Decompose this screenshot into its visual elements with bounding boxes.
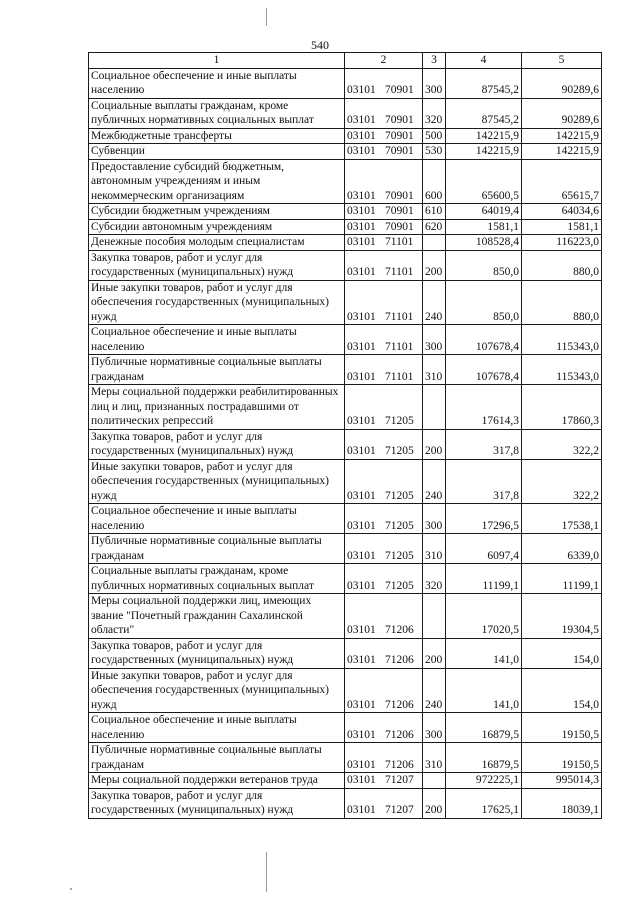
table-row (89, 459, 602, 504)
row-expense-type: 600 (423, 159, 446, 204)
row-name: Закупка товаров, работ и услуг для государственных (муниципальных) нужд (89, 429, 345, 459)
row-name: Субсидии бюджетным учреждениям (89, 204, 345, 220)
row-amount-col4: 107678,4 (446, 355, 522, 385)
row-amount-col5: 17860,3 (522, 385, 602, 430)
row-code (345, 459, 423, 504)
row-expense-type: 200 (423, 638, 446, 668)
row-amount-col5: 19150,5 (522, 743, 602, 773)
row-expense-type: 300 (423, 325, 446, 355)
table-row (89, 355, 602, 385)
table-row (89, 385, 602, 430)
fold-mark-top (266, 8, 267, 26)
table-row (89, 128, 602, 144)
row-expense-type (423, 235, 446, 251)
row-code-section: 03101 (347, 129, 376, 142)
row-amount-col5: 115343,0 (522, 355, 602, 385)
row-code-target: 71205 (385, 445, 414, 457)
table-row (89, 534, 602, 564)
row-amount-col4: 64019,4 (446, 204, 522, 220)
row-code (345, 128, 423, 144)
row-code-target: 70901 (385, 145, 414, 157)
row-amount-col4: 108528,4 (446, 235, 522, 251)
row-code-target: 71206 (385, 758, 414, 771)
row-amount-col5: 6339,0 (522, 534, 602, 564)
row-expense-type: 620 (423, 219, 446, 235)
row-expense-type: 240 (423, 459, 446, 504)
row-expense-type (423, 385, 446, 430)
row-amount-col4: 142215,9 (446, 144, 522, 160)
table-row (89, 159, 602, 204)
row-code-target: 70901 (385, 114, 414, 126)
row-name: Субвенции (89, 144, 345, 160)
row-expense-type: 300 (423, 713, 446, 743)
row-amount-col4: 107678,4 (446, 325, 522, 355)
row-code (345, 204, 423, 220)
row-amount-col4: 850,0 (446, 250, 522, 280)
row-code-target: 71207 (385, 774, 414, 786)
row-name: Публичные нормативные социальные выплаты гражданам (89, 534, 345, 564)
row-expense-type: 320 (423, 564, 446, 594)
row-amount-col5: 142215,9 (522, 128, 602, 144)
row-amount-col4: 6097,4 (446, 534, 522, 564)
row-code (345, 385, 423, 430)
row-amount-col5: 115343,0 (522, 325, 602, 355)
row-expense-type: 200 (423, 429, 446, 459)
scan-speck (70, 888, 72, 890)
header-col-2: 2 (345, 53, 423, 69)
row-code (345, 98, 423, 128)
row-amount-col4: 141,0 (446, 668, 522, 713)
header-col-1: 1 (89, 53, 345, 69)
row-code-target: 71101 (385, 236, 414, 248)
row-amount-col4: 16879,5 (446, 743, 522, 773)
row-code (345, 773, 423, 789)
row-name: Иные закупки товаров, работ и услуг для обеспечения государственных (муниципальных) нужд (89, 459, 345, 504)
row-amount-col5: 65615,7 (522, 159, 602, 204)
row-amount-col4: 17296,5 (446, 504, 522, 534)
table-row (89, 98, 602, 128)
row-amount-col5: 11199,1 (522, 564, 602, 594)
table-row (89, 219, 602, 235)
row-name: Социальное обеспечение и иные выплаты населению (89, 325, 345, 355)
table-row (89, 713, 602, 743)
header-col-5: 5 (522, 53, 602, 69)
row-name: Социальные выплаты гражданам, кроме публичных нормативных социальных выплат (89, 98, 345, 128)
row-code-section: 03101 (347, 236, 376, 248)
row-amount-col5: 90289,6 (522, 68, 602, 98)
row-expense-type: 530 (423, 144, 446, 160)
row-code (345, 250, 423, 280)
row-expense-type (423, 594, 446, 639)
budget-table (88, 52, 602, 819)
row-code (345, 788, 423, 818)
row-name: Публичные нормативные социальные выплаты гражданам (89, 743, 345, 773)
row-code (345, 743, 423, 773)
row-code (345, 159, 423, 204)
row-amount-col5: 142215,9 (522, 144, 602, 160)
row-amount-col4: 141,0 (446, 638, 522, 668)
table-row (89, 235, 602, 251)
row-expense-type: 300 (423, 68, 446, 98)
row-name: Денежные пособия молодым специалистам (89, 235, 345, 251)
row-expense-type: 500 (423, 128, 446, 144)
row-code-section: 03101 (347, 579, 376, 592)
row-code-target: 71206 (385, 698, 414, 711)
row-code (345, 355, 423, 385)
row-code (345, 144, 423, 160)
fold-mark-bottom (266, 852, 267, 892)
row-code-target: 71205 (385, 489, 414, 502)
row-amount-col4: 17020,5 (446, 594, 522, 639)
row-name: Меры социальной поддержки ветеранов труда (89, 773, 345, 789)
row-code (345, 68, 423, 98)
table-row (89, 204, 602, 220)
table-row (89, 594, 602, 639)
row-code-target: 71205 (385, 549, 414, 562)
row-name: Меры социальной поддержки реабилитированных лиц и лиц, признанных пострадавшими от политических репрессий (89, 385, 345, 430)
row-code-section: 03101 (347, 519, 376, 532)
row-name: Субсидии автономным учреждениям (89, 219, 345, 235)
table-row (89, 788, 602, 818)
row-amount-col5: 17538,1 (522, 504, 602, 534)
row-amount-col5: 322,2 (522, 459, 602, 504)
row-code-section: 03101 (347, 370, 376, 383)
row-code-section: 03101 (347, 758, 376, 771)
row-code (345, 534, 423, 564)
table-row (89, 144, 602, 160)
row-code-target: 71205 (385, 415, 414, 427)
row-code-section: 03101 (347, 189, 376, 202)
header-col-3: 3 (423, 53, 446, 69)
table-row (89, 250, 602, 280)
row-code-section: 03101 (347, 310, 376, 323)
row-amount-col4: 87545,2 (446, 68, 522, 98)
row-code-section: 03101 (347, 445, 376, 457)
row-amount-col5: 64034,6 (522, 204, 602, 220)
row-code-target: 71206 (385, 654, 414, 666)
row-code-target: 70901 (385, 129, 414, 142)
row-code (345, 564, 423, 594)
row-amount-col4: 87545,2 (446, 98, 522, 128)
row-expense-type: 240 (423, 280, 446, 325)
row-code-target: 71205 (385, 579, 414, 592)
row-amount-col4: 1581,1 (446, 219, 522, 235)
row-code-section: 03101 (347, 415, 376, 427)
row-code-section: 03101 (347, 549, 376, 562)
row-name: Социальное обеспечение и иные выплаты населению (89, 68, 345, 98)
row-code-section: 03101 (347, 624, 376, 636)
row-code-section: 03101 (347, 774, 376, 786)
row-name: Иные закупки товаров, работ и услуг для обеспечения государственных (муниципальных) нужд (89, 280, 345, 325)
row-code (345, 219, 423, 235)
row-expense-type (423, 773, 446, 789)
row-name: Закупка товаров, работ и услуг для государственных (муниципальных) нужд (89, 638, 345, 668)
row-amount-col5: 154,0 (522, 668, 602, 713)
row-expense-type: 300 (423, 504, 446, 534)
row-name: Публичные нормативные социальные выплаты гражданам (89, 355, 345, 385)
row-code (345, 504, 423, 534)
row-amount-col4: 17625,1 (446, 788, 522, 818)
row-amount-col5: 995014,3 (522, 773, 602, 789)
row-amount-col5: 880,0 (522, 250, 602, 280)
table-row (89, 504, 602, 534)
row-code (345, 594, 423, 639)
row-amount-col4: 65600,5 (446, 159, 522, 204)
row-code-section: 03101 (347, 804, 376, 816)
row-name: Социальное обеспечение и иные выплаты населению (89, 504, 345, 534)
row-amount-col5: 322,2 (522, 429, 602, 459)
table-row (89, 325, 602, 355)
row-code-section: 03101 (347, 220, 376, 233)
table-row (89, 638, 602, 668)
row-code-target: 71101 (385, 370, 414, 383)
row-amount-col5: 18039,1 (522, 788, 602, 818)
row-code (345, 713, 423, 743)
row-amount-col5: 19150,5 (522, 713, 602, 743)
row-name: Социальное обеспечение и иные выплаты населению (89, 713, 345, 743)
row-expense-type: 310 (423, 534, 446, 564)
row-code-section: 03101 (347, 728, 376, 741)
row-amount-col4: 972225,1 (446, 773, 522, 789)
row-expense-type: 200 (423, 788, 446, 818)
row-name: Межбюджетные трансферты (89, 128, 345, 144)
row-amount-col4: 11199,1 (446, 564, 522, 594)
row-name: Иные закупки товаров, работ и услуг для обеспечения государственных (муниципальных) нужд (89, 668, 345, 713)
row-amount-col4: 17614,3 (446, 385, 522, 430)
row-code (345, 638, 423, 668)
row-code-section: 03101 (347, 84, 376, 96)
row-code-section: 03101 (347, 340, 376, 353)
row-name: Закупка товаров, работ и услуг для государственных (муниципальных) нужд (89, 788, 345, 818)
row-code (345, 429, 423, 459)
table-row (89, 773, 602, 789)
row-name: Меры социальной поддержки лиц, имеющих звание "Почетный гражданин Сахалинской области" (89, 594, 345, 639)
row-code-target: 71206 (385, 728, 414, 741)
page-number: 540 (311, 38, 329, 52)
row-code-target: 70901 (385, 84, 414, 96)
row-amount-col4: 317,8 (446, 429, 522, 459)
table-body (89, 68, 602, 818)
row-code (345, 235, 423, 251)
table-row (89, 668, 602, 713)
row-amount-col5: 880,0 (522, 280, 602, 325)
row-code-target: 70901 (385, 220, 414, 233)
row-expense-type: 320 (423, 98, 446, 128)
table-row (89, 564, 602, 594)
row-amount-col4: 317,8 (446, 459, 522, 504)
row-expense-type: 240 (423, 668, 446, 713)
table-row (89, 743, 602, 773)
row-code-target: 71101 (385, 310, 414, 323)
row-code-target: 71207 (385, 804, 414, 816)
table-row (89, 280, 602, 325)
row-expense-type: 310 (423, 355, 446, 385)
row-amount-col4: 850,0 (446, 280, 522, 325)
row-code-section: 03101 (347, 205, 376, 217)
row-code-target: 71101 (385, 266, 414, 278)
row-expense-type: 200 (423, 250, 446, 280)
row-code-section: 03101 (347, 654, 376, 666)
row-expense-type: 310 (423, 743, 446, 773)
row-code (345, 668, 423, 713)
row-code-section: 03101 (347, 489, 376, 502)
row-amount-col5: 19304,5 (522, 594, 602, 639)
table-row (89, 429, 602, 459)
row-code-target: 71206 (385, 624, 414, 636)
row-code-section: 03101 (347, 698, 376, 711)
row-amount-col5: 1581,1 (522, 219, 602, 235)
row-amount-col4: 16879,5 (446, 713, 522, 743)
row-code (345, 280, 423, 325)
table-row (89, 68, 602, 98)
row-code-target: 70901 (385, 189, 414, 202)
header-col-4: 4 (446, 53, 522, 69)
row-code (345, 325, 423, 355)
row-code-target: 71101 (385, 340, 414, 353)
row-amount-col5: 90289,6 (522, 98, 602, 128)
row-expense-type: 610 (423, 204, 446, 220)
table-header-row (89, 53, 602, 69)
row-amount-col5: 154,0 (522, 638, 602, 668)
row-name: Социальные выплаты гражданам, кроме публичных нормативных социальных выплат (89, 564, 345, 594)
row-code-section: 03101 (347, 266, 376, 278)
row-amount-col4: 142215,9 (446, 128, 522, 144)
row-code-section: 03101 (347, 145, 376, 157)
row-name: Предоставление субсидий бюджетным, автономным учреждениям и иным некоммерческим организациям (89, 159, 345, 204)
row-code-target: 71205 (385, 519, 414, 532)
row-amount-col5: 116223,0 (522, 235, 602, 251)
row-code-target: 70901 (385, 205, 414, 217)
row-name: Закупка товаров, работ и услуг для государственных (муниципальных) нужд (89, 250, 345, 280)
row-code-section: 03101 (347, 114, 376, 126)
